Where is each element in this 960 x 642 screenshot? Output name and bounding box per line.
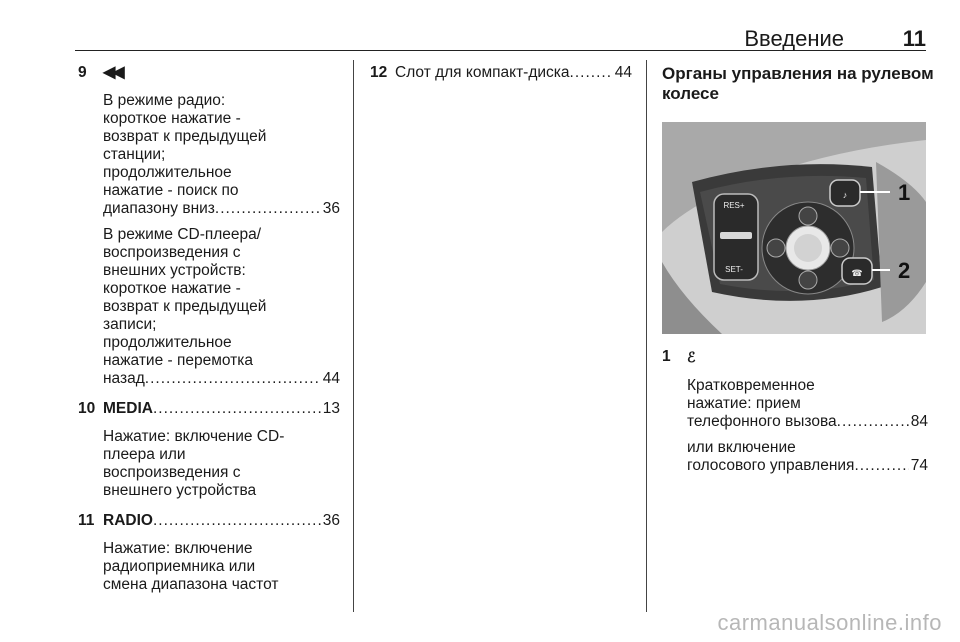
page-ref-44[interactable]: назад ..... 44: [103, 370, 340, 388]
radio-label: RADIO: [103, 512, 153, 529]
voice-phone-icon: ℰ: [687, 349, 696, 365]
entry-11-desc: [103, 540, 340, 594]
item-number: 1: [662, 348, 671, 365]
text-line: Нажатие: включение CD-: [103, 428, 285, 445]
text-line: короткое нажатие -: [103, 280, 241, 297]
previous-track-icon: ◀◀: [103, 64, 122, 81]
entry-9-cd-desc: [103, 226, 340, 388]
item-1-desc-2: [687, 439, 928, 475]
text-line: нажатие: прием: [687, 395, 801, 412]
text-line: короткое нажатие -: [103, 110, 241, 127]
res-plus-label: RES+: [723, 201, 745, 210]
column-3: [662, 64, 934, 487]
text-line: нажатие - перемотка: [103, 352, 254, 369]
entry-10: [78, 400, 340, 500]
text-line: радиоприемника или: [103, 558, 256, 575]
page-number: 11: [902, 26, 926, 51]
steering-wheel-controls-figure: [662, 122, 926, 334]
text-line: В режиме CD-плеера/: [103, 226, 262, 243]
text-line: В режиме радио:: [103, 92, 226, 109]
entry-number: 10: [78, 400, 96, 417]
text-line: плеера или: [103, 446, 186, 463]
column-2: [370, 64, 632, 94]
text-line: продолжительное: [103, 164, 232, 181]
radio-page-ref[interactable]: RADIO ..... 36: [103, 512, 340, 530]
svg-text:♪: ♪: [842, 190, 848, 200]
text-line: или включение: [687, 439, 796, 456]
watermark: carmanualsonline.info: [717, 610, 942, 635]
entry-10-desc: [103, 428, 340, 500]
entry-number: 11: [78, 512, 95, 529]
text-line: воспроизведения с: [103, 244, 241, 261]
entry-number: 9: [78, 64, 87, 81]
text-line: внешних устройств:: [103, 262, 246, 279]
item-1-desc: [687, 377, 928, 431]
entry-12: [370, 64, 632, 82]
text-line: записи;: [103, 316, 157, 333]
page-ref-84[interactable]: телефонного вызова ..... 84: [687, 413, 928, 431]
text-line: нажатие - поиск по: [103, 182, 239, 199]
text-line: станции;: [103, 146, 166, 163]
text-line: Кратковременное: [687, 377, 815, 394]
entry-number: 12: [370, 64, 388, 81]
text-line: Нажатие: включение: [103, 540, 253, 557]
entry-9: [78, 64, 340, 388]
text-line: воспроизведения с: [103, 464, 241, 481]
media-page-ref[interactable]: MEDIA ..... 13: [103, 400, 340, 418]
callout-1: 1: [898, 180, 911, 205]
text-line: внешнего устройства: [103, 482, 257, 499]
entry-11: [78, 512, 340, 594]
column-1: [78, 64, 340, 606]
section-title: Органы управления на рулевом колесе: [662, 64, 934, 103]
svg-text:☎: ☎: [851, 268, 863, 278]
text-line: продолжительное: [103, 334, 232, 351]
column-divider-2: [646, 60, 647, 612]
page-ref-36[interactable]: диапазону вниз ..... 36: [103, 200, 340, 218]
item-1: [662, 348, 928, 475]
text-line: смена диапазона частот: [103, 576, 279, 593]
column-divider-1: [353, 60, 354, 612]
callout-2: 2: [898, 258, 911, 283]
entry-9-radio-desc: [103, 92, 340, 218]
cd-slot-page-ref[interactable]: Слот для компакт-диска ..... 44: [395, 64, 632, 82]
page-ref-74[interactable]: голосового управления ..... 74: [687, 457, 928, 475]
text-line: возврат к предыдущей: [103, 298, 267, 315]
set-minus-label: SET-: [725, 265, 743, 274]
text-line: возврат к предыдущей: [103, 128, 267, 145]
page-title: Введение: [744, 26, 844, 51]
cd-slot-label: Слот для компакт-диска: [395, 64, 570, 81]
media-label: MEDIA: [103, 400, 153, 417]
page-header: [75, 20, 926, 51]
